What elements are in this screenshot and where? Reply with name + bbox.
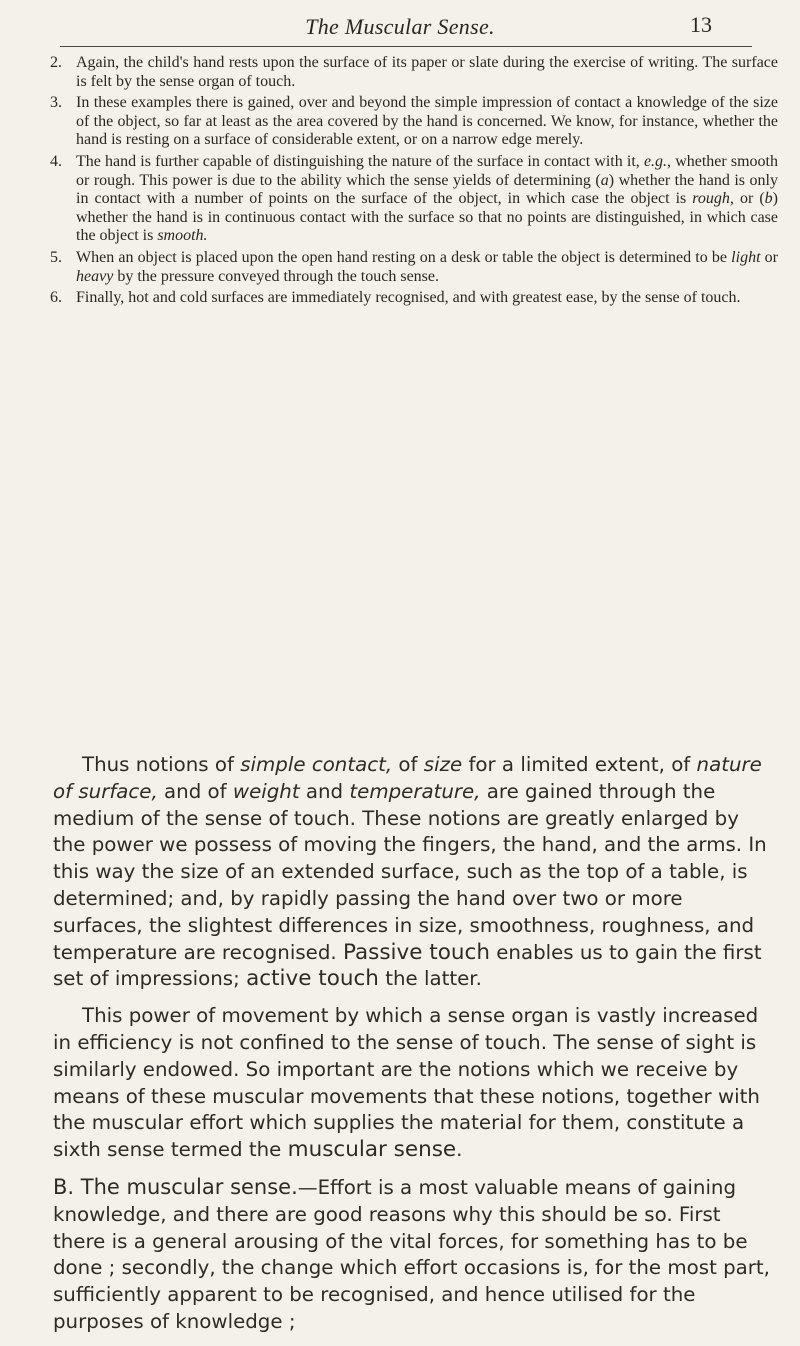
item-text: In these examples there is gained, over and beyond the simple impression of contact a knowledge of the size of the object, so far at least as the area covered by the hand is concerned. We know, for instance, whether the hand is resting on a surface of considerable extent, or on a narrow edge merely. — [76, 94, 778, 149]
page-number: 13 — [690, 12, 712, 37]
numbered-list — [50, 54, 778, 311]
list-item — [50, 94, 778, 150]
text-run: or — [760, 248, 779, 266]
running-title: The Muscular Sense. — [305, 14, 495, 39]
italic-text: weight — [232, 779, 300, 803]
italic-text: b — [764, 190, 773, 208]
list-item — [50, 54, 778, 91]
text-run: , whether smooth or rough. This power is due to the ability which the sense yields of determining ( — [76, 152, 778, 189]
text-run: by the pressure conveyed through the touch sense. — [113, 267, 439, 285]
list-item — [50, 153, 778, 246]
text-run: for a limited extent, of — [462, 753, 697, 776]
text-run: are gained through the medium of the sense of touch. These notions are greatly enlarged by the power we possess of moving the fingers, the hand, and the arms. In this way the size of an extended surface, such as the top of a table, is determined; and, by rapidly passing the hand over two or more surfaces, the slightest differences in size, smoothness, roughness, and temperature are recognised. — [53, 779, 767, 964]
text-run: When an object is placed upon the open hand resting on a desk or table the object is determined to be — [76, 248, 732, 266]
list-item — [50, 249, 778, 286]
text-run: Thus notions of — [82, 753, 241, 776]
emphasis-passive-touch: Passive touch — [342, 939, 490, 965]
section-heading: B. The muscular sense. — [53, 1174, 298, 1199]
text-run: and of — [157, 779, 233, 803]
italic-text: nature of surface, — [53, 753, 762, 803]
item-text — [76, 249, 778, 286]
italic-text: rough, — [692, 190, 734, 208]
italic-text: a — [600, 171, 609, 189]
item-number: 6. — [50, 289, 62, 307]
italic-text: smooth. — [157, 227, 208, 245]
emphasis-active-touch: active touch — [246, 966, 379, 992]
paragraph — [53, 1003, 777, 1164]
header-rule — [60, 46, 752, 47]
emphasis-muscular-sense: muscular sense — [287, 1137, 457, 1163]
paragraph — [53, 1174, 777, 1336]
item-text: Finally, hot and cold surfaces are immediately recognised, and with greatest ease, by the sense of touch. — [76, 289, 741, 307]
italic-text: simple contact, — [240, 753, 393, 776]
italic-text: light — [731, 248, 761, 266]
italic-text: e.g. — [643, 152, 668, 170]
list-item — [50, 289, 778, 308]
text-run: of — [392, 753, 424, 776]
text-run: ) whether the hand is in continuous contact with the surface so that no points are distinguished, in which case the object is — [76, 190, 778, 245]
text-run: enables us to gain the first set of impressions; — [53, 940, 762, 991]
item-text: Again, the child's hand rests upon the surface of its paper or slate during the exercise of writing. The surface is felt by the sense organ of touch. — [76, 54, 778, 90]
text-run: and — [299, 779, 350, 803]
italic-text: size — [423, 753, 463, 776]
item-number: 3. — [50, 94, 62, 112]
text-run: —Effort is a most valuable means of gaining knowledge, and there are good reasons why this should be so. First there is a general arousing of the vital forces, for something has to be done ; secondly, the change which effort occasions is, for the most part, sufficiently apparent to be recognised, and hence utilised for the purposes of knowledge ; — [53, 1175, 770, 1333]
text-run: . — [456, 1138, 463, 1162]
item-number: 2. — [50, 54, 62, 71]
text-run: the latter. — [378, 967, 482, 991]
text-run: The hand is further capable of distinguishing the nature of the surface in contact with it, — [76, 152, 644, 170]
text-run: ) whether the hand is only in contact with a number of points on the surface of the object, in which case the object is — [76, 171, 779, 208]
paragraph — [53, 752, 777, 993]
page-header — [0, 6, 800, 46]
italic-text: heavy — [76, 267, 114, 285]
italic-text: temperature, — [349, 779, 481, 803]
item-text — [76, 153, 778, 246]
item-number: 5. — [50, 248, 62, 266]
text-run: or ( — [733, 190, 765, 208]
body-text — [53, 752, 777, 1346]
text-run: This power of movement by which a sense organ is vastly increased in efficiency is not confined to the sense of touch. The sense of sight is similarly endowed. So important are the notions which we receive by means of these muscular movements that these notions, together with the muscular effort which supplies the material for them, constitute a sixth sense termed the — [53, 1004, 760, 1162]
item-number: 4. — [50, 152, 62, 170]
